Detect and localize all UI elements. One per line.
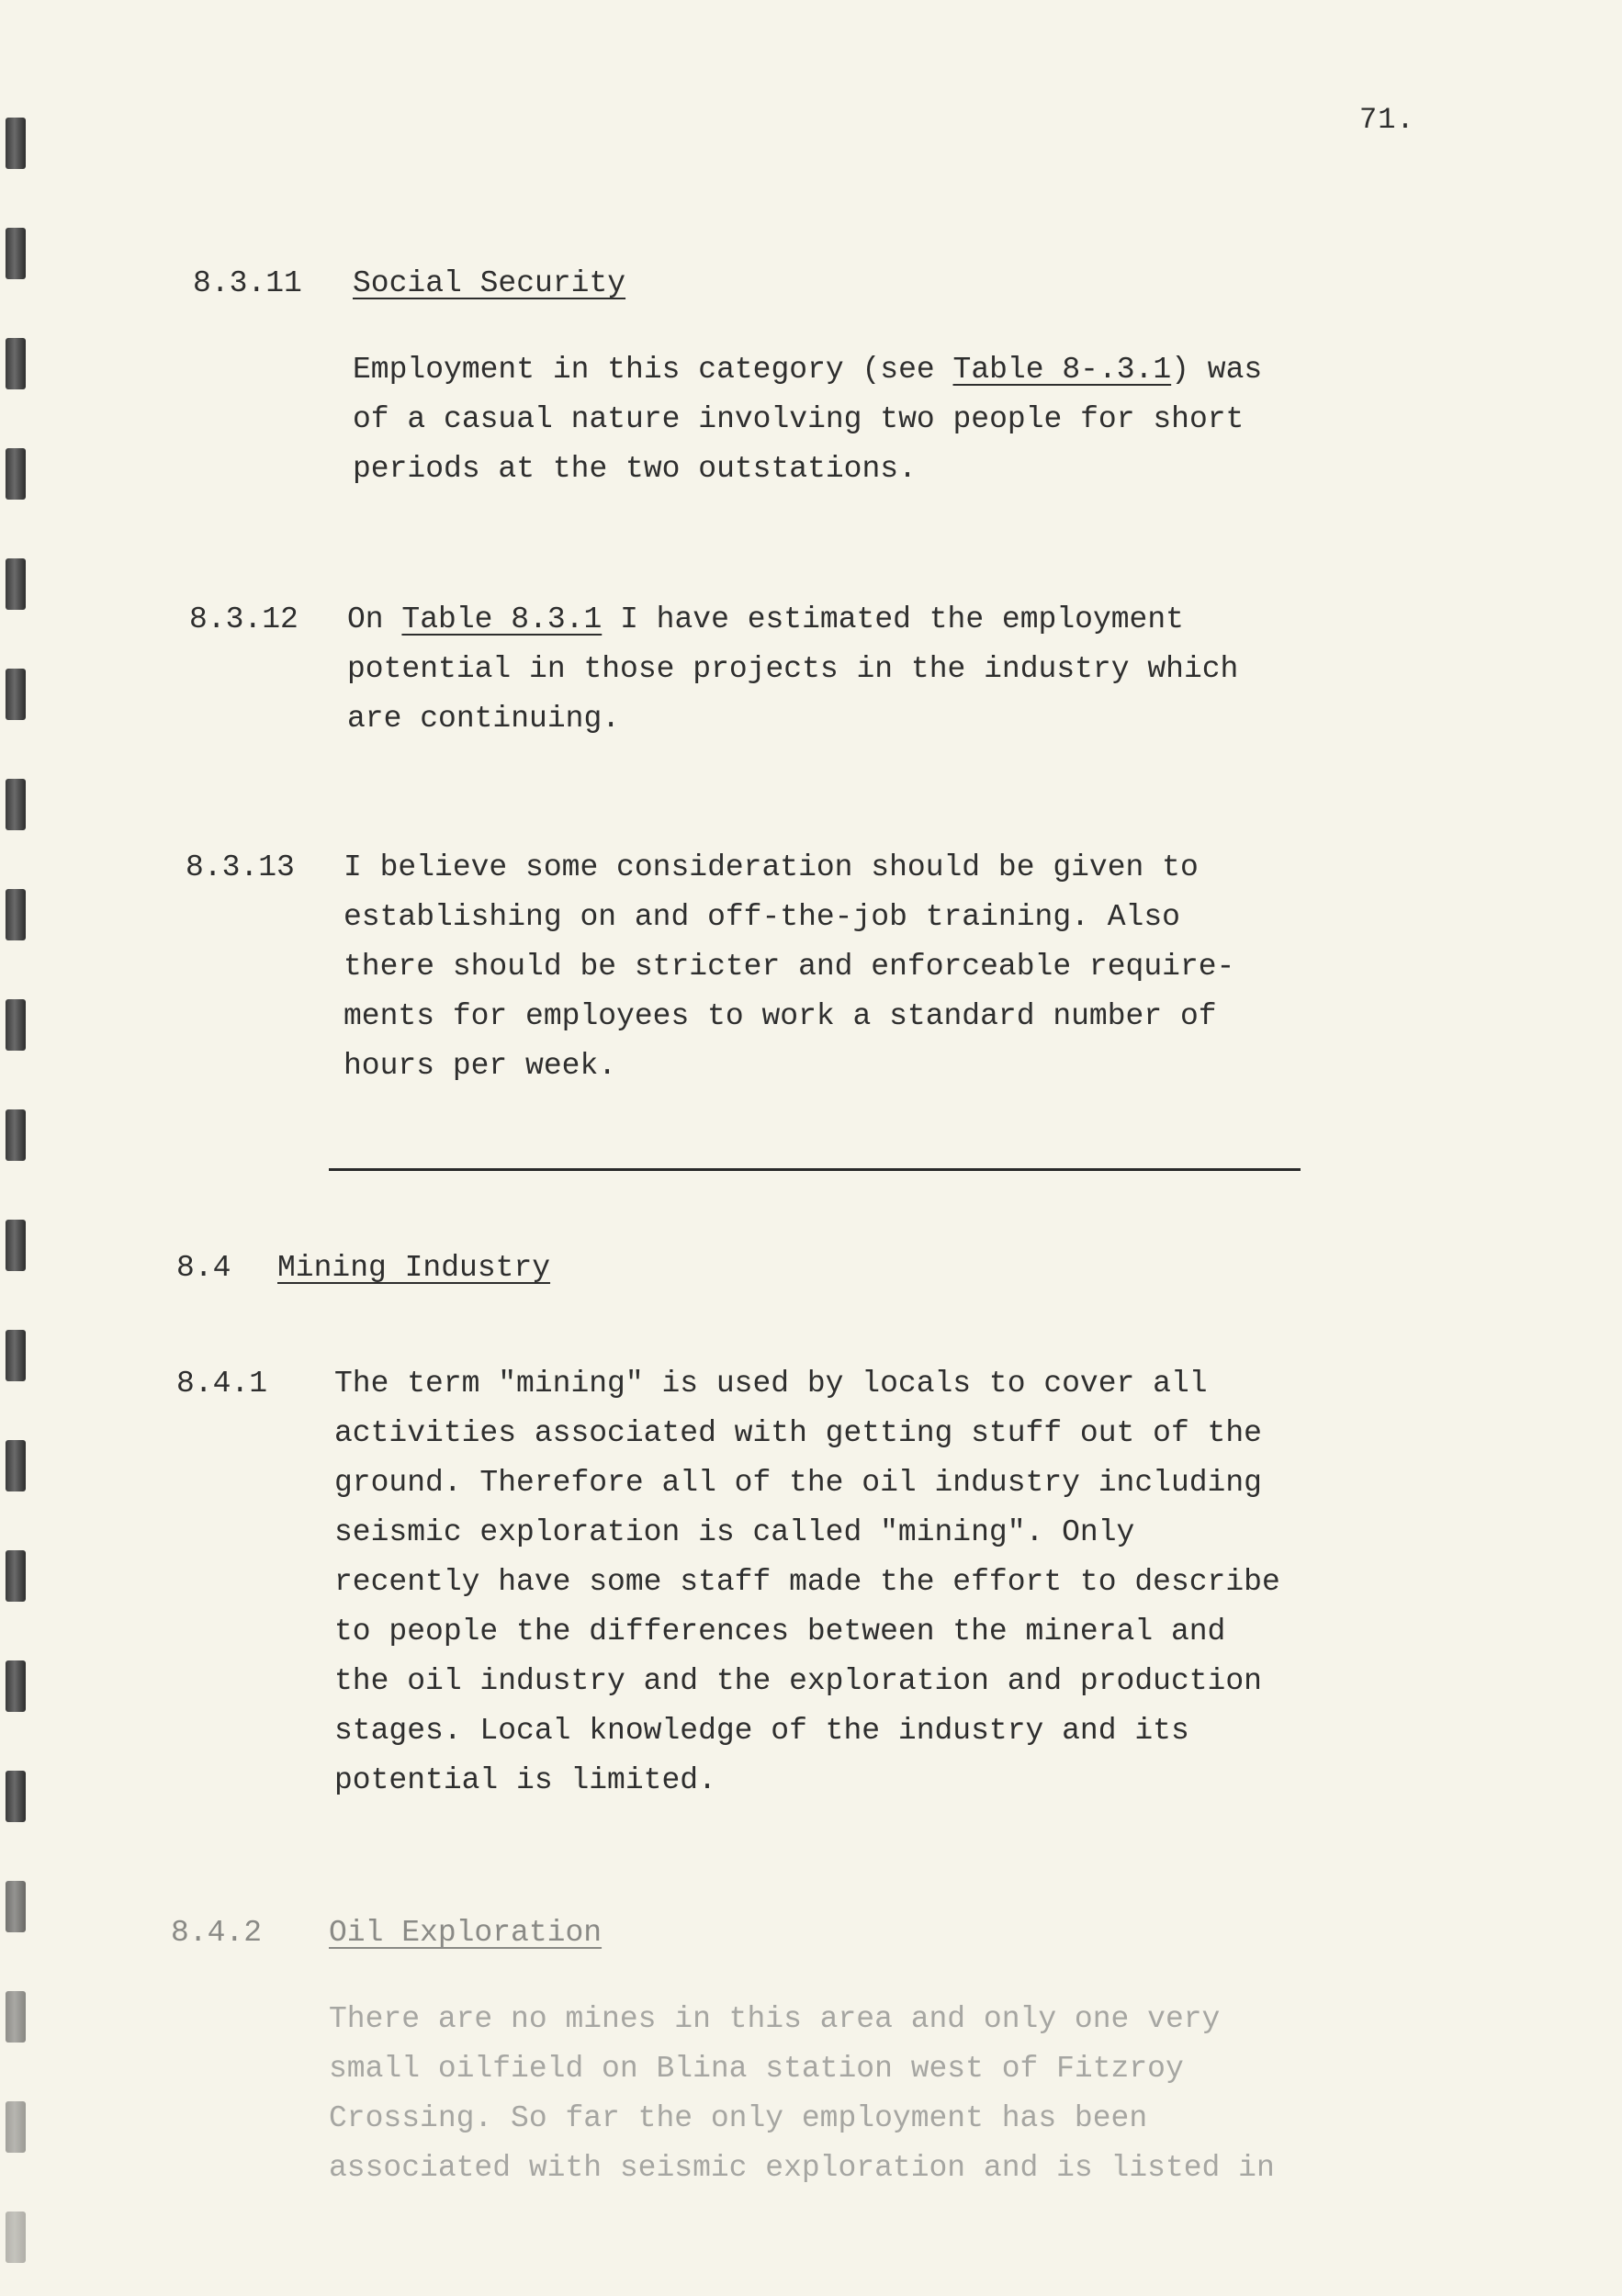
text-line: potential in those projects in the industry which [347,652,1239,686]
binding-hole [6,1771,26,1822]
binding-hole [6,669,26,720]
section-number: 8.4 [176,1251,231,1285]
section-number: 8.3.12 [189,602,298,636]
text-line: Employment in this category (see Table 8-.3.1) was [353,353,1263,387]
text-line: of a casual nature involving two people for short [353,402,1245,436]
text-line: potential is limited. [334,1763,716,1797]
text-line: ground. Therefore all of the oil industry including [334,1466,1262,1500]
section-number: 8.3.13 [186,850,295,884]
text-line: Crossing. So far the only employment has been [329,2101,1148,2135]
text-line: establishing on and off-the-job training. Also [344,900,1180,934]
binding-hole [6,779,26,830]
binding-hole [6,1440,26,1491]
binding-hole [6,1109,26,1161]
text-line: ments for employees to work a standard number of [344,999,1217,1033]
text-line: there should be stricter and enforceable require- [344,950,1235,984]
section-heading: Social Security [353,266,626,300]
binding-hole [6,228,26,279]
binding-hole [6,889,26,940]
text-line: are continuing. [347,702,621,736]
binding-hole [6,448,26,500]
text-line: The term "mining" is used by locals to cover all [334,1367,1208,1401]
section-heading: Mining Industry [277,1251,551,1285]
text-line: hours per week. [344,1049,617,1083]
text-line: the oil industry and the exploration and production [334,1664,1262,1698]
table-reference: Table 8.3.1 [401,602,603,636]
section-body [344,843,1234,1091]
binding-hole [6,118,26,169]
text-line: associated with seismic exploration and is listed in [329,2151,1275,2185]
text-line: activities associated with getting stuff out of the [334,1416,1262,1450]
section-number: 8.4.2 [171,1916,263,1950]
binding-hole [6,1881,26,1932]
section-number: 8.4.1 [176,1367,268,1401]
page-number: 71. [1359,103,1415,137]
text-line: to people the differences between the mineral and [334,1615,1226,1649]
section-8-3-11-body [353,345,1262,494]
binding-hole [6,2101,26,2153]
binding-hole [6,1550,26,1602]
text-line: recently have some staff made the effort to describe [334,1565,1280,1599]
section-divider [329,1168,1301,1171]
binding-strip [0,0,64,2296]
table-reference: Table 8-.3.1 [952,353,1172,387]
binding-hole [6,1991,26,2043]
section-body [347,595,1238,744]
text-line: I believe some consideration should be given to [344,850,1199,884]
section-number: 8.3.11 [193,266,302,300]
section-8-4-2-body [329,1995,1275,2193]
text-line: seismic exploration is called "mining". Only [334,1515,1135,1549]
text-line: stages. Local knowledge of the industry and its [334,1714,1189,1748]
binding-hole [6,999,26,1051]
section-heading: Oil Exploration [329,1916,603,1950]
binding-hole [6,338,26,389]
binding-hole [6,558,26,610]
binding-hole [6,1660,26,1712]
binding-hole [6,1330,26,1381]
section-body [334,1359,1280,1806]
binding-hole [6,1220,26,1271]
binding-hole [6,2212,26,2263]
text-line: small oilfield on Blina station west of Fitzroy [329,2052,1184,2086]
text-line: There are no mines in this area and only one very [329,2002,1221,2036]
text-line: periods at the two outstations. [353,452,917,486]
text-line: On Table 8.3.1 I have estimated the employment [347,602,1184,636]
